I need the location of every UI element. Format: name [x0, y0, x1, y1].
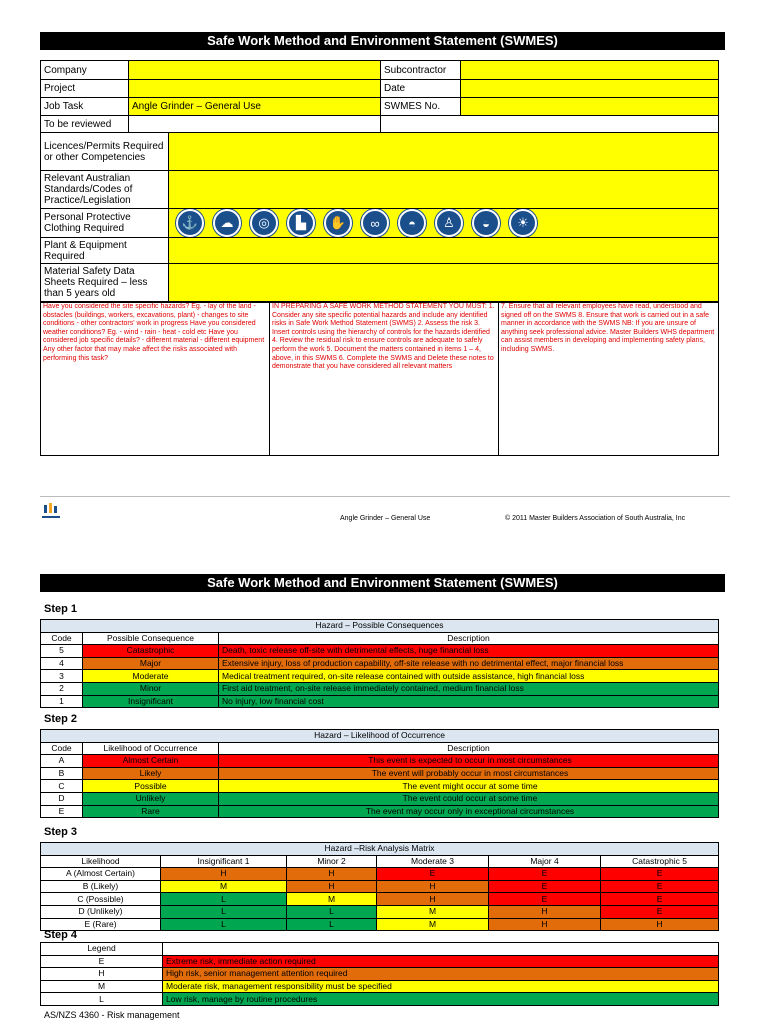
- likelihood-description: This event is expected to occur in most circumstances: [219, 755, 719, 768]
- ear-muffs-icon: ◎: [250, 209, 278, 237]
- matrix-cell: M: [287, 893, 377, 906]
- likelihood-name: Possible: [83, 780, 219, 793]
- matrix-cell: L: [287, 905, 377, 918]
- consequence-description: Medical treatment required, on-site release contained with outside assistance, high financial loss: [219, 670, 719, 683]
- matrix-cell: M: [377, 918, 489, 931]
- standards-field[interactable]: [169, 171, 719, 209]
- consequences-table: [40, 619, 719, 708]
- table-row: [41, 868, 719, 881]
- matrix-cell: M: [161, 880, 287, 893]
- consequence-description: First aid treatment, on-site release immediately contained, medium financial loss: [219, 682, 719, 695]
- matrix-likelihood-label: B (Likely): [41, 880, 161, 893]
- ppe-label: Personal Protective Clothing Required: [41, 209, 169, 238]
- consequence-header-1: Possible Consequence: [83, 632, 219, 645]
- table-row: [41, 657, 719, 670]
- step-2-heading: Step 2: [44, 713, 78, 725]
- table-row: [41, 980, 719, 993]
- legend-title: Legend: [41, 943, 163, 956]
- matrix-header-row: [41, 855, 719, 868]
- face-shield-icon: ◒: [472, 209, 500, 237]
- legend-code: E: [41, 955, 163, 968]
- master-builders-logo-icon: [40, 503, 62, 523]
- table-row: [41, 755, 719, 768]
- matrix-cell: E: [489, 868, 601, 881]
- likelihood-name: Likely: [83, 767, 219, 780]
- consequence-title-row: [41, 620, 719, 633]
- standard-reference: AS/NZS 4360 - Risk management: [44, 1010, 180, 1020]
- likelihood-code: D: [41, 792, 83, 805]
- likelihood-code: A: [41, 755, 83, 768]
- step-3-heading: Step 3: [44, 826, 78, 838]
- page-title-2: Safe Work Method and Environment Statement (SWMES): [40, 574, 725, 592]
- matrix-title-row: [41, 843, 719, 856]
- company-label: Company: [41, 61, 129, 80]
- table-row: [41, 682, 719, 695]
- consequence-code: 2: [41, 682, 83, 695]
- matrix-header-0: Likelihood: [41, 855, 161, 868]
- likelihood-description: The event could occur at some time: [219, 792, 719, 805]
- risk-matrix-table: [40, 842, 719, 931]
- hard-hat-icon: ◓: [398, 209, 426, 237]
- table-row: [41, 805, 719, 818]
- consequence-title: Hazard – Possible Consequences: [41, 620, 719, 633]
- licences-label: Licences/Permits Required or other Competencies: [41, 133, 169, 171]
- subcontractor-field[interactable]: [461, 61, 719, 80]
- matrix-cell: H: [489, 918, 601, 931]
- job-task-field[interactable]: Angle Grinder – General Use: [129, 98, 381, 116]
- consequence-name: Moderate: [83, 670, 219, 683]
- consequence-header-0: Code: [41, 632, 83, 645]
- company-field[interactable]: [129, 61, 381, 80]
- matrix-cell: L: [161, 918, 287, 931]
- consequence-name: Major: [83, 657, 219, 670]
- msds-label: Material Safety Data Sheets Required – less than 5 years old: [41, 264, 169, 302]
- matrix-cell: L: [287, 918, 377, 931]
- gloves-icon: ✋: [324, 209, 352, 237]
- to-be-reviewed-field[interactable]: [129, 116, 381, 133]
- matrix-cell: E: [489, 880, 601, 893]
- consequence-name: Catastrophic: [83, 645, 219, 658]
- consequence-code: 3: [41, 670, 83, 683]
- date-label: Date: [381, 80, 461, 98]
- matrix-cell: E: [601, 905, 719, 918]
- matrix-cell: H: [489, 905, 601, 918]
- matrix-cell: L: [161, 893, 287, 906]
- project-field[interactable]: [129, 80, 381, 98]
- licences-field[interactable]: [169, 133, 719, 171]
- guidance-notes: [40, 302, 719, 456]
- legend-description: High risk, senior management attention required: [163, 968, 719, 981]
- table-row: [41, 670, 719, 683]
- hi-vis-vest-icon: ♙: [435, 209, 463, 237]
- matrix-cell: L: [161, 905, 287, 918]
- respirator-icon: ☁: [213, 209, 241, 237]
- plant-field[interactable]: [169, 238, 719, 264]
- legend-code: L: [41, 993, 163, 1006]
- legend-description: Low risk, manage by routine procedures: [163, 993, 719, 1006]
- matrix-cell: M: [377, 905, 489, 918]
- likelihood-description: The event may occur only in exceptional circumstances: [219, 805, 719, 818]
- swmes-no-field[interactable]: [461, 98, 719, 116]
- matrix-cell: H: [161, 868, 287, 881]
- matrix-cell: E: [601, 880, 719, 893]
- matrix-title: Hazard –Risk Analysis Matrix: [41, 843, 719, 856]
- matrix-cell: H: [601, 918, 719, 931]
- legend-code: M: [41, 980, 163, 993]
- table-row: [41, 695, 719, 708]
- consequence-code: 5: [41, 645, 83, 658]
- table-row: [41, 993, 719, 1006]
- consequence-header-row: [41, 632, 719, 645]
- job-task-label: Job Task: [41, 98, 129, 116]
- matrix-header-2: Minor 2: [287, 855, 377, 868]
- notes-site-hazards: Have you considered the site specific hazards? Eg. - lay of the land - obstacles (buildings, workers, excavations, plant) - changes to site conditions - other contractors' work in progress Have you considered weather conditions? Eg. - wind - rain - heat - cold etc Have you considered job specific details? - different material - different equipment Any other factor that may make affect the risks associated with performing this task?: [41, 303, 270, 456]
- consequence-code: 1: [41, 695, 83, 708]
- table-row: [41, 918, 719, 931]
- likelihood-header-0: Code: [41, 742, 83, 755]
- matrix-cell: H: [287, 868, 377, 881]
- page-title: Safe Work Method and Environment Statement (SWMES): [40, 32, 725, 50]
- ppe-icons-row: [172, 209, 715, 237]
- matrix-header-1: Insignificant 1: [161, 855, 287, 868]
- matrix-cell: H: [377, 893, 489, 906]
- goggles-icon: ∞: [361, 209, 389, 237]
- table-row: [41, 767, 719, 780]
- footer-doc-name: Angle Grinder – General Use: [340, 515, 431, 522]
- swmes-form: [40, 60, 719, 133]
- table-row: [41, 880, 719, 893]
- likelihood-name: Almost Certain: [83, 755, 219, 768]
- likelihood-title-row: [41, 730, 719, 743]
- table-row: [41, 905, 719, 918]
- matrix-likelihood-label: C (Possible): [41, 893, 161, 906]
- matrix-cell: H: [287, 880, 377, 893]
- to-be-reviewed-label: To be reviewed: [41, 116, 129, 133]
- likelihood-name: Unlikely: [83, 792, 219, 805]
- legend-code: H: [41, 968, 163, 981]
- table-row: [41, 792, 719, 805]
- step-1-heading: Step 1: [44, 603, 78, 615]
- consequence-code: 4: [41, 657, 83, 670]
- footer-copyright: © 2011 Master Builders Association of South Australia, Inc: [505, 515, 686, 522]
- footer-divider: [40, 496, 730, 497]
- likelihood-title: Hazard – Likelihood of Occurrence: [41, 730, 719, 743]
- likelihood-code: B: [41, 767, 83, 780]
- likelihood-header-row: [41, 742, 719, 755]
- matrix-header-5: Catastrophic 5: [601, 855, 719, 868]
- matrix-cell: E: [377, 868, 489, 881]
- likelihood-description: The event will probably occur in most circumstances: [219, 767, 719, 780]
- swmes-no-label: SWMES No.: [381, 98, 461, 116]
- subcontractor-label: Subcontractor: [381, 61, 461, 80]
- matrix-likelihood-label: D (Unlikely): [41, 905, 161, 918]
- legend-title-spacer: [163, 943, 719, 956]
- likelihood-description: The event might occur at some time: [219, 780, 719, 793]
- likelihood-header-2: Description: [219, 742, 719, 755]
- table-row: [41, 780, 719, 793]
- matrix-cell: E: [601, 893, 719, 906]
- consequence-description: Death, toxic release off-site with detrimental effects, huge financial loss: [219, 645, 719, 658]
- ppe-field[interactable]: [169, 209, 719, 238]
- project-label: Project: [41, 80, 129, 98]
- safety-boots-icon: ▙: [287, 209, 315, 237]
- step-4-heading: Step 4: [44, 929, 78, 941]
- legend-description: Moderate risk, management responsibility must be specified: [163, 980, 719, 993]
- table-row: [41, 645, 719, 658]
- table-row: [41, 955, 719, 968]
- consequence-header-2: Description: [219, 632, 719, 645]
- consequence-name: Minor: [83, 682, 219, 695]
- consequence-description: No injury, low financial cost: [219, 695, 719, 708]
- table-row: [41, 893, 719, 906]
- matrix-header-3: Moderate 3: [377, 855, 489, 868]
- harness-icon: ⚓: [176, 209, 204, 237]
- matrix-header-4: Major 4: [489, 855, 601, 868]
- matrix-cell: E: [601, 868, 719, 881]
- sun-hat-icon: ☀: [509, 209, 537, 237]
- consequence-name: Insignificant: [83, 695, 219, 708]
- legend-title-row: [41, 943, 719, 956]
- matrix-likelihood-label: E (Rare): [41, 918, 161, 931]
- notes-preparing-swms: IN PREPARING A SAFE WORK METHOD STATEMENT YOU MUST: 1. Consider any site specific potential hazards and include any identified risks in Safe Work Method Statement (SWMS) 2. Assess the risk 3. Insert controls using the hierarchy of controls for the hazards identified 4. Review the residual risk to ensure controls are adequate to safely perform the work 5. Document the matters contained in items 1 – 4, above, in this SWMS 6. Complete the SWMS and Delete these notes to demonstrate that you have considered all relevant matters: [270, 303, 499, 456]
- likelihood-name: Rare: [83, 805, 219, 818]
- likelihood-code: C: [41, 780, 83, 793]
- standards-label: Relevant Australian Standards/Codes of Practice/Legislation: [41, 171, 169, 209]
- likelihood-table: [40, 729, 719, 818]
- matrix-cell: H: [377, 880, 489, 893]
- legend-description: Extreme risk, immediate action required: [163, 955, 719, 968]
- likelihood-header-1: Likelihood of Occurrence: [83, 742, 219, 755]
- matrix-likelihood-label: A (Almost Certain): [41, 868, 161, 881]
- to-be-reviewed-spacer: [381, 116, 719, 133]
- consequence-description: Extensive injury, loss of production capability, off-site release with no detrimental effect, major financial loss: [219, 657, 719, 670]
- likelihood-code: E: [41, 805, 83, 818]
- requirements-table: [40, 132, 719, 302]
- date-field[interactable]: [461, 80, 719, 98]
- matrix-cell: E: [489, 893, 601, 906]
- msds-field[interactable]: [169, 264, 719, 302]
- plant-label: Plant & Equipment Required: [41, 238, 169, 264]
- notes-ensure: 7. Ensure that all relevant employees have read, understood and signed off on the SWMS 8. Ensure that work is carried out in a safe manner in accordance with the SWMS NB: If you are unsure of anything seek professional advice. Master Builders WHS department can assist members in developing and implementing safety plans, including SWMS.: [499, 303, 719, 456]
- legend-table: [40, 942, 719, 1006]
- table-row: [41, 968, 719, 981]
